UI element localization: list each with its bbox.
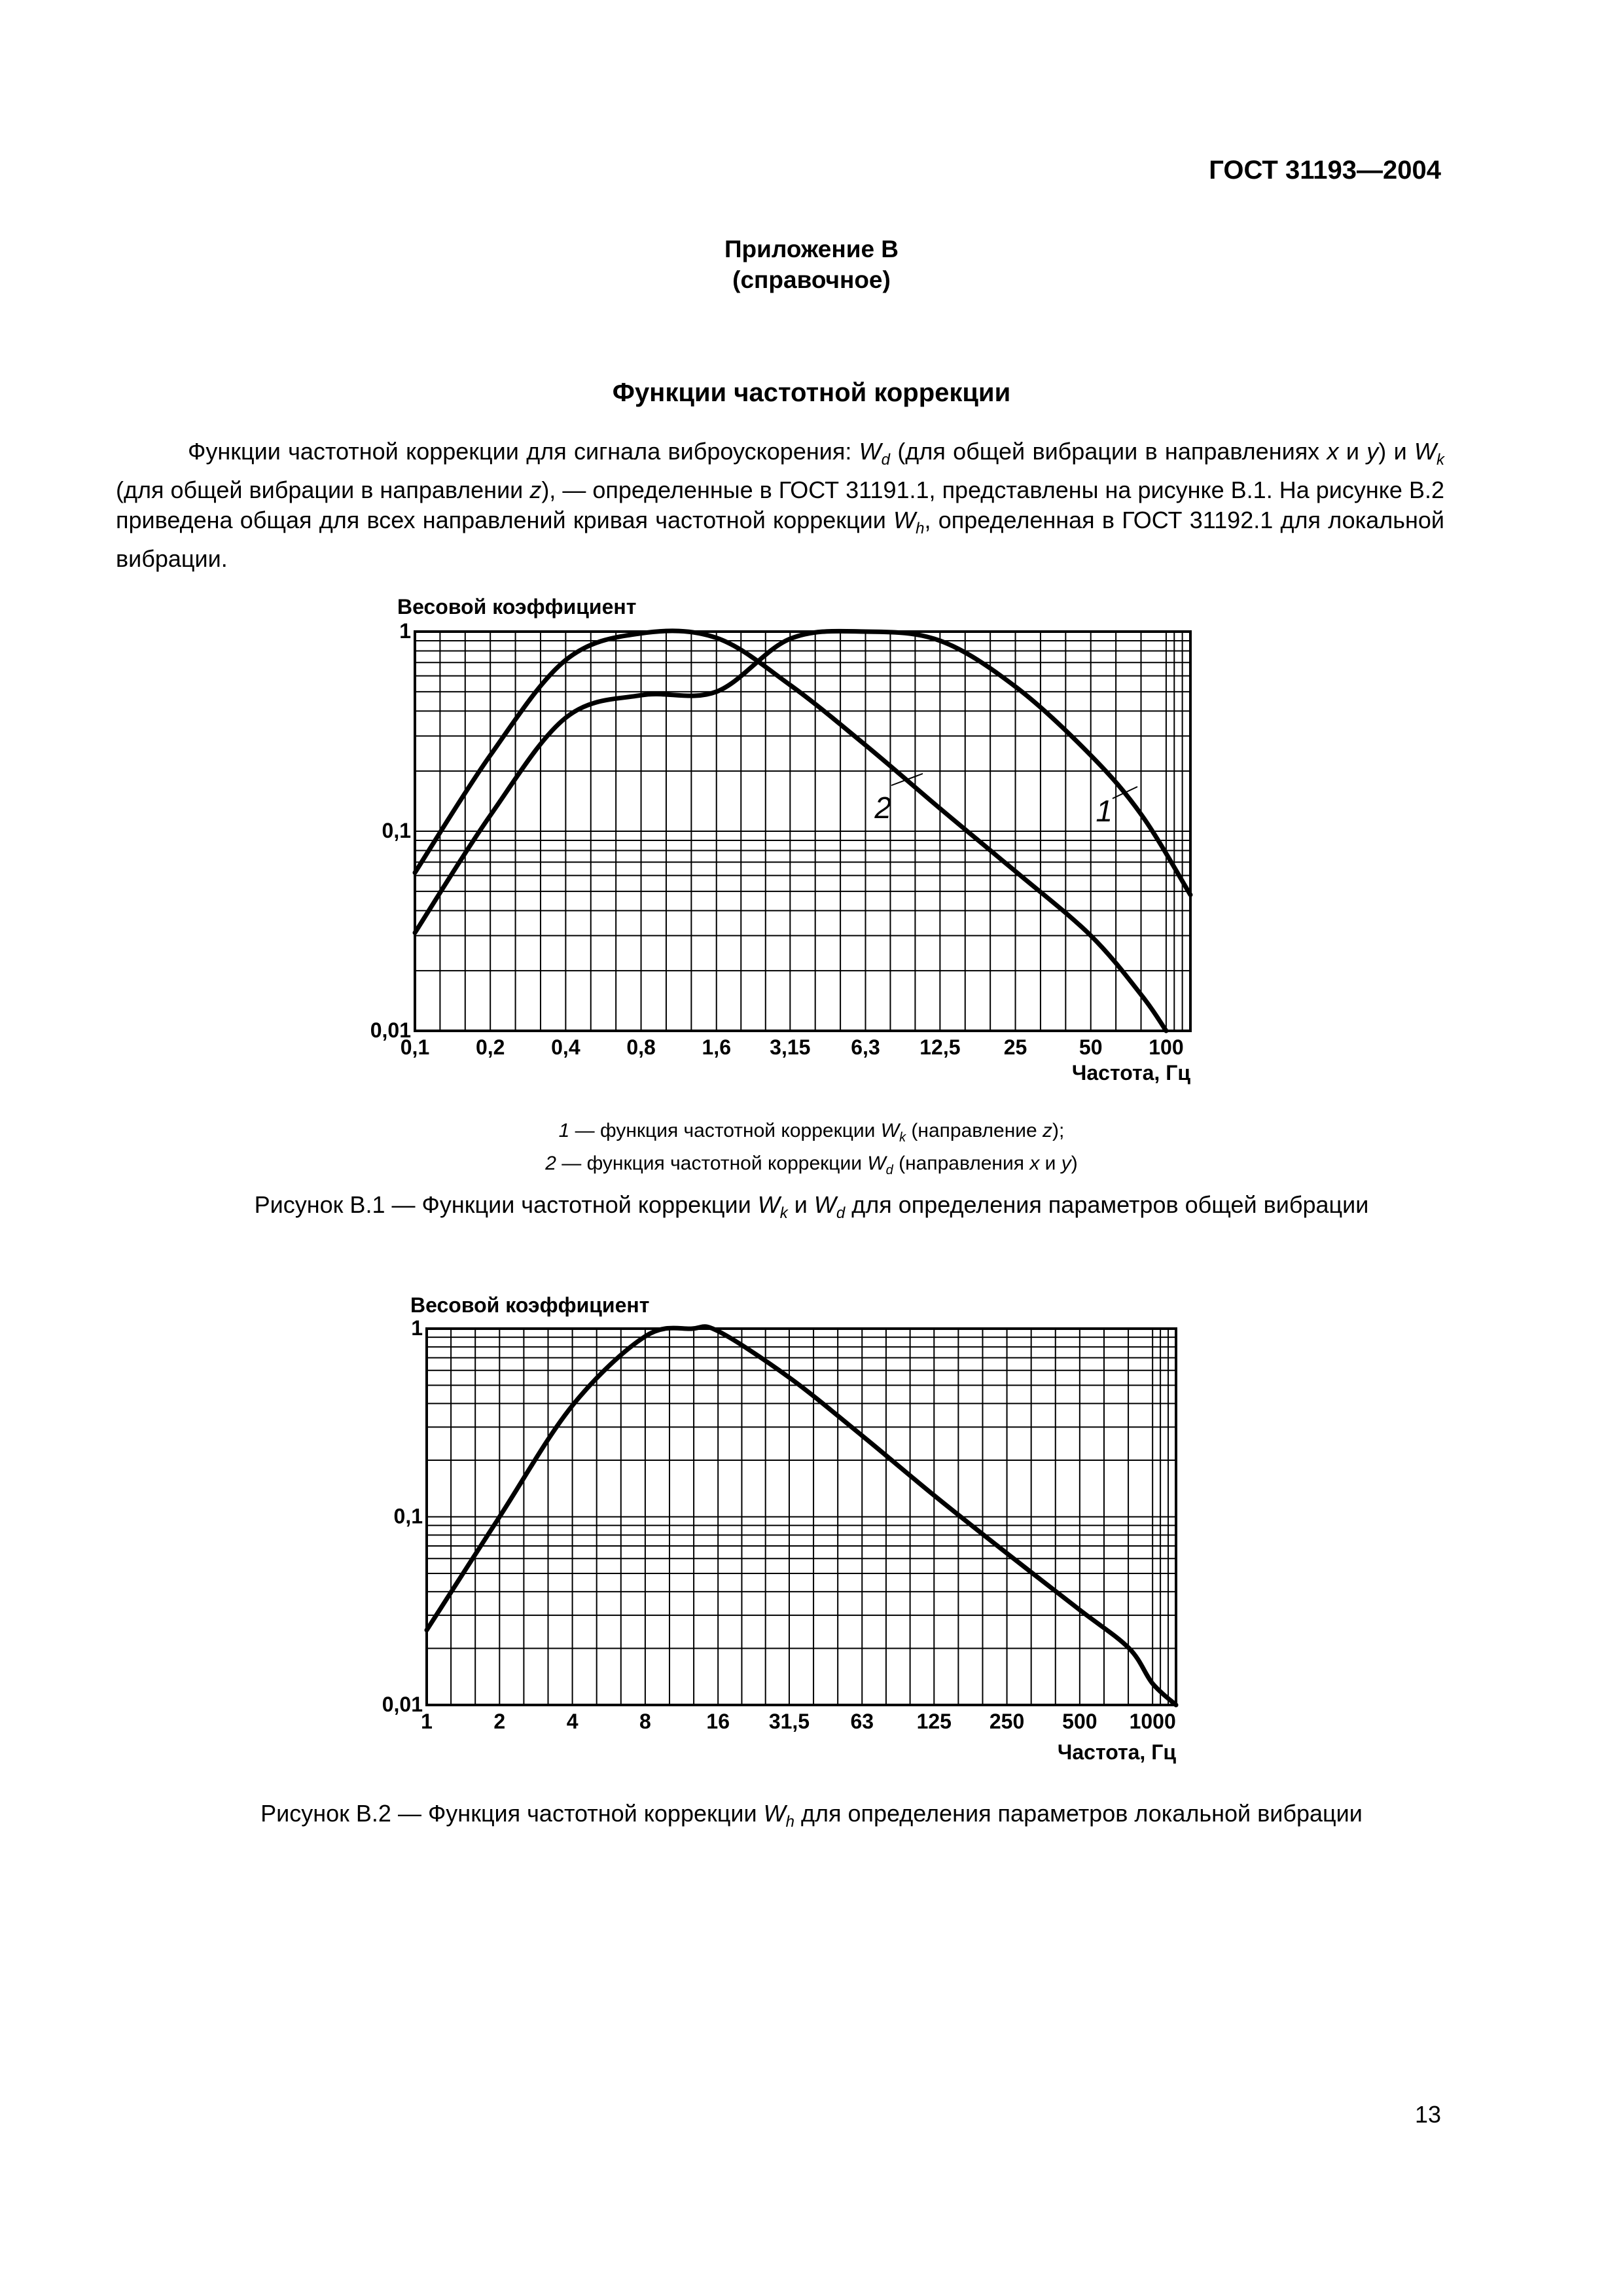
x-tick-label: 1,6	[702, 1035, 731, 1059]
caption-sub: d	[836, 1204, 846, 1223]
para-z: z	[529, 476, 542, 504]
x-tick-label: 25	[1003, 1035, 1027, 1059]
figure1-caption	[0, 1191, 1623, 1223]
annex-status: (справочное)	[732, 266, 891, 293]
y-tick-label: 0,01	[382, 1693, 423, 1716]
figure1-x-ticks	[401, 1035, 1184, 1059]
x-tick-label: 3,15	[770, 1035, 811, 1059]
caption-w: W	[763, 1800, 786, 1827]
para-text: Функции частотной коррекции для сигнала виброускорения:	[188, 438, 859, 465]
y-tick-label: 0,01	[370, 1018, 411, 1042]
para-text: и	[1338, 438, 1367, 465]
legend-text: — функция частотной коррекции	[569, 1120, 881, 1141]
x-tick-label: 1000	[1129, 1710, 1176, 1733]
x-tick-label: 0,8	[626, 1035, 656, 1059]
para-text: ) и	[1378, 438, 1415, 465]
x-tick-label: 0,2	[475, 1035, 505, 1059]
para-y: y	[1366, 438, 1379, 465]
x-tick-label: 6,3	[851, 1035, 880, 1059]
caption-text: и	[787, 1191, 814, 1218]
figure1-y-ticks	[370, 619, 411, 1042]
legend-sub: k	[899, 1130, 906, 1145]
figure2-caption	[0, 1800, 1623, 1831]
legend-text: и	[1039, 1153, 1061, 1174]
x-tick-label: 8	[639, 1710, 651, 1733]
caption-text: для определения параметров локальной вибрации	[794, 1800, 1363, 1827]
legend-w: W	[880, 1120, 900, 1141]
x-tick-label: 250	[989, 1710, 1025, 1733]
x-tick-label: 100	[1149, 1035, 1184, 1059]
figure2-chart	[0, 1276, 1623, 1780]
figure2-ylabel: Весовой коэффициент	[410, 1293, 650, 1317]
y-tick-label: 1	[399, 619, 411, 643]
figure1-xlabel: Частота, Гц	[1071, 1061, 1190, 1085]
legend-num: 1	[558, 1120, 570, 1141]
figure1-grid	[415, 632, 1190, 1031]
caption-text: для определения параметров общей вибрации	[845, 1191, 1369, 1218]
x-tick-label: 0,4	[551, 1035, 580, 1059]
x-tick-label: 12,5	[919, 1035, 961, 1059]
para-wk: W	[1414, 438, 1436, 465]
legend-text: );	[1052, 1120, 1065, 1141]
caption-text: Рисунок В.1 — Функции частотной коррекции	[254, 1191, 758, 1218]
figure1-ylabel: Весовой коэффициент	[397, 595, 637, 619]
legend-item-1	[0, 1118, 1623, 1151]
legend-sub: d	[885, 1163, 893, 1177]
x-tick-label: 4	[566, 1710, 579, 1733]
para-wk-sub: k	[1436, 451, 1444, 469]
curve2-leader	[891, 774, 923, 785]
x-tick-label: 0,1	[400, 1035, 430, 1059]
para-wh: W	[893, 507, 916, 534]
document-code: ГОСТ 31193—2004	[1209, 156, 1441, 185]
figure2-xlabel: Частота, Гц	[1057, 1740, 1176, 1764]
x-tick-label: 2	[493, 1710, 506, 1733]
figure1-chart	[0, 576, 1623, 1100]
figure1-legend	[0, 1118, 1623, 1183]
x-tick-label: 50	[1079, 1035, 1103, 1059]
x-tick-label: 125	[916, 1710, 952, 1733]
legend-text: )	[1071, 1153, 1078, 1174]
legend-num: 2	[545, 1153, 556, 1174]
para-text: (для общей вибрации в направлениях	[890, 438, 1327, 465]
para-x: x	[1327, 438, 1339, 465]
annex-title: Приложение В	[724, 236, 899, 262]
caption-text: Рисунок В.2 — Функция частотной коррекции	[260, 1800, 764, 1827]
annex-heading	[0, 234, 1623, 295]
caption-sub: h	[785, 1813, 794, 1831]
caption-sub: k	[779, 1204, 788, 1223]
para-text: (для общей вибрации в направлении	[116, 476, 530, 504]
figure2-y-ticks	[382, 1316, 423, 1716]
y-tick-label: 1	[411, 1316, 423, 1340]
x-tick-label: 1	[421, 1710, 433, 1733]
y-tick-label: 0,1	[393, 1504, 423, 1528]
x-tick-label: 31,5	[768, 1710, 810, 1733]
x-tick-label: 500	[1062, 1710, 1097, 1733]
x-tick-label: 16	[706, 1710, 730, 1733]
legend-y: y	[1061, 1153, 1071, 1174]
caption-w: W	[813, 1191, 836, 1218]
legend-text: (направления	[893, 1153, 1030, 1174]
section-title: Функции частотной коррекции	[612, 378, 1011, 407]
para-text: ), — определенные в ГОСТ 31191.1, представлены на рисунке В.1. На рисунке В.2 приведена общая для всех направлений кривая частотной коррекции	[116, 476, 1444, 534]
para-text: , определенная в ГОСТ 31192.1 для локальной вибрации.	[116, 507, 1445, 573]
legend-w: W	[867, 1153, 886, 1174]
legend-text: — функция частотной коррекции	[556, 1153, 868, 1174]
y-tick-label: 0,1	[382, 819, 411, 842]
curve2-label: 2	[874, 791, 891, 825]
page-number: 13	[1414, 2101, 1441, 2128]
body-paragraph	[116, 437, 1444, 574]
legend-dir: z	[1043, 1120, 1053, 1141]
para-wh-sub: h	[916, 520, 925, 538]
para-wd: W	[859, 438, 882, 465]
figure2-x-ticks	[421, 1710, 1176, 1733]
caption-w: W	[757, 1191, 780, 1218]
x-tick-label: 63	[850, 1710, 874, 1733]
curve1-label: 1	[1096, 794, 1113, 828]
legend-text: (направление	[906, 1120, 1043, 1141]
legend-x: x	[1029, 1153, 1040, 1174]
para-wd-sub: d	[881, 451, 890, 469]
legend-item-2	[0, 1151, 1623, 1183]
